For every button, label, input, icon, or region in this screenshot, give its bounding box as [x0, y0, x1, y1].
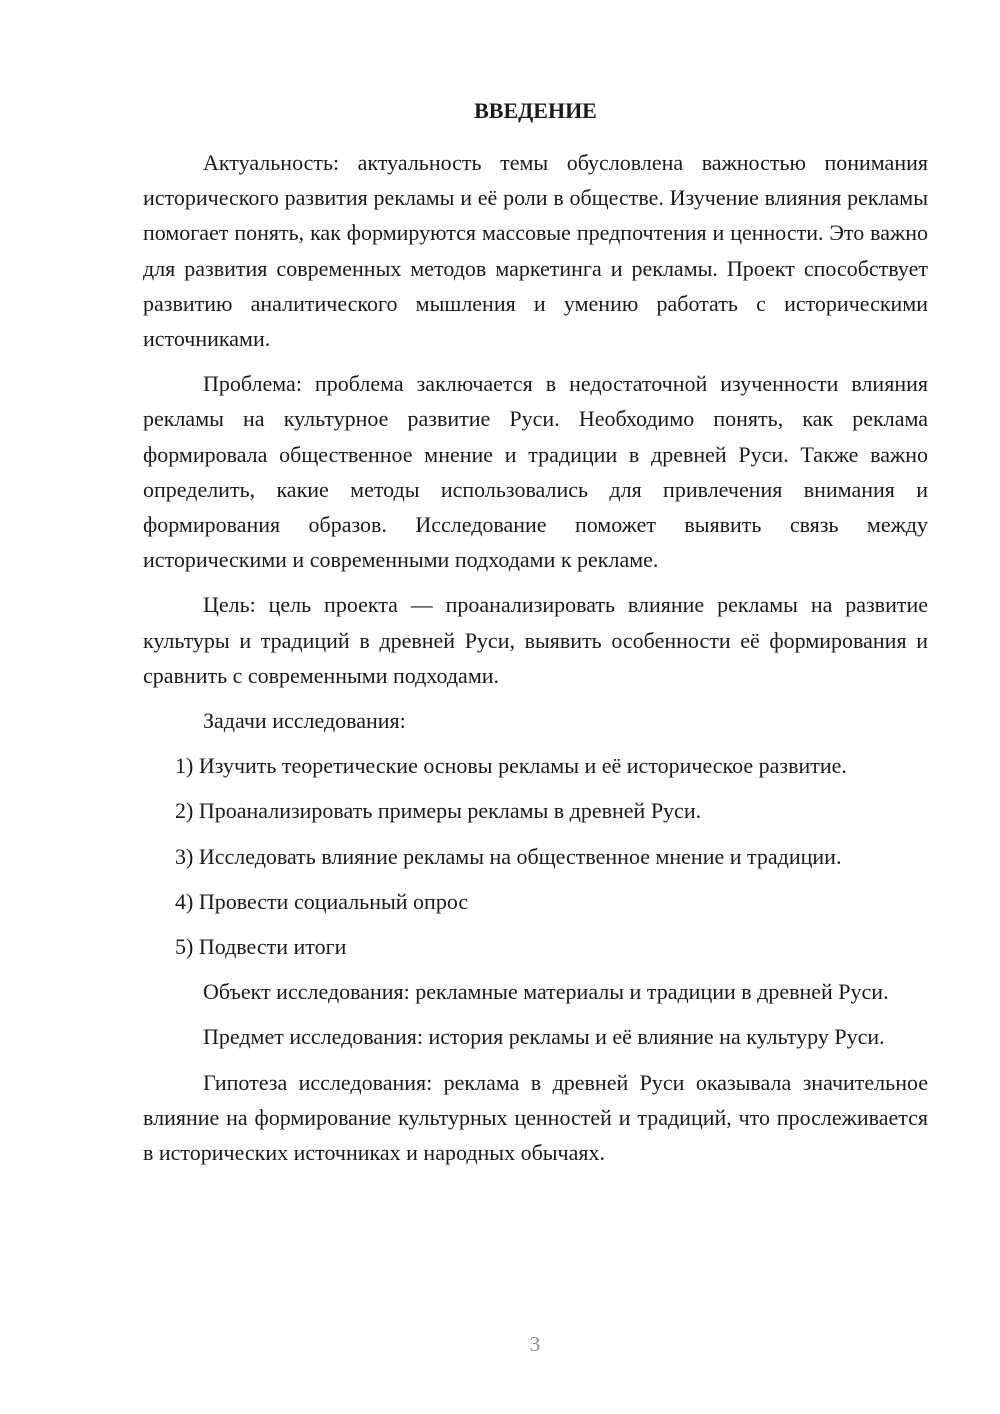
list-item: 3) Исследовать влияние рекламы на общественное мнение и традиции. — [175, 843, 842, 869]
tasks-heading: Задачи исследования: — [203, 708, 406, 734]
paragraph-hypothesis: Гипотеза исследования: реклама в древней Руси оказывала значительное влияние на формирование культурных ценностей и традиций, что прослеживается в исторических источниках и народных обычаях. — [143, 1069, 928, 1166]
paragraph-goal: Цель: цель проекта — проанализировать влияние рекламы на развитие культуры и традиций в древней Руси, выявить особенности её формирования и сравнить с современными подходами. — [143, 592, 928, 688]
page-number: 3 — [529, 1332, 541, 1356]
list-item: 2) Проанализировать примеры рекламы в древней Руси. — [175, 798, 702, 824]
paragraph-problem: Проблема: проблема заключается в недостаточной изученности влияния рекламы на культурное развитие Руси. Необходимо понять, как реклама формировала общественное мнение и традиции в древней Руси. Также важно определить, какие методы использовались для привлечения внимания и формирования образов. Исследование поможет выявить связь между историческими и современными подходами к рекламе. — [143, 371, 928, 573]
paragraph-object: Объект исследования: рекламные материалы и традиции в древней Руси. — [203, 979, 889, 1005]
paragraph-relevance: Актуальность: актуальность темы обусловлена важностью понимания исторического развития рекламы и её роли в обществе. Изучение влияния рекламы помогает понять, как формируются массовые предпочтения и ценности. Это важно для развития современных методов маркетинга и рекламы. Проект способствует развитию аналитического мышления и умению работать с историческими источниками. — [143, 150, 928, 352]
list-item: 1) Изучить теоретические основы рекламы и её историческое развитие. — [175, 753, 847, 779]
page-title: ВВЕДЕНИЕ — [474, 98, 597, 123]
tasks-list — [143, 748, 928, 964]
list-item: 4) Провести социальный опрос — [175, 888, 469, 914]
paragraph-subject: Предмет исследования: история рекламы и её влияние на культуру Руси. — [203, 1024, 885, 1050]
page-content — [143, 93, 928, 1180]
list-item: 5) Подвести итоги — [175, 934, 347, 960]
